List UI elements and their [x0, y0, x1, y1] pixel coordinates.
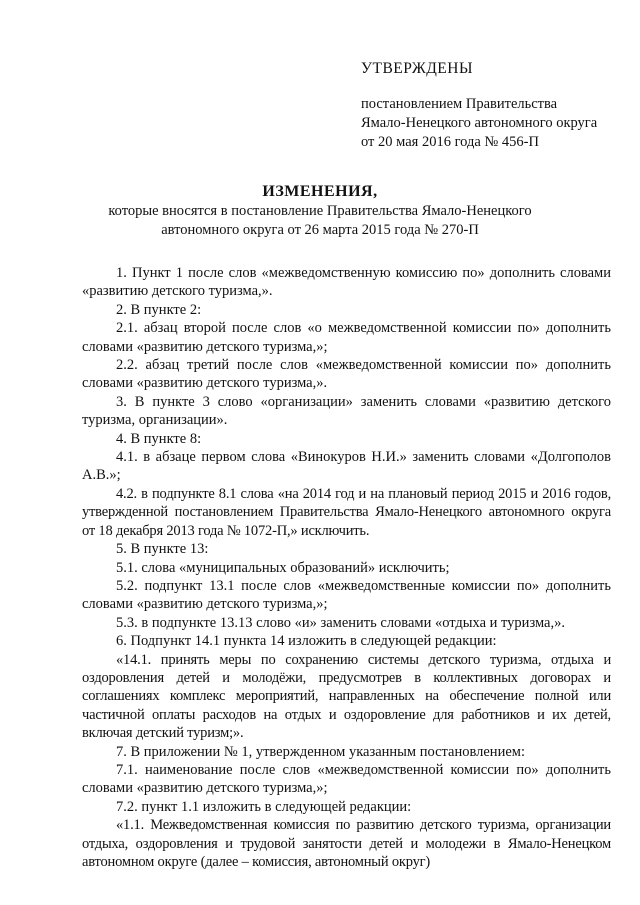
- paragraph-5: 5. В пункте 13:: [116, 541, 209, 558]
- paragraph-1-1-quote: «1.1. Межведомственная комиссия по развитию детского туризма, организации отдыха, оздоровления и трудовой занятости детей и молодежи в Ямало-Ненецком автономном округе (далее – комиссия, автономный округ): [82, 817, 611, 870]
- approval-stamp: [361, 60, 611, 152]
- paragraph-4: 4. В пункте 8:: [116, 430, 202, 447]
- paragraph-7-1: 7.1. наименование после слов «межведомственной комиссии по» дополнить словами «развитию детского туризма,»;: [82, 761, 611, 797]
- approval-line: постановлением Правительства: [361, 96, 558, 112]
- paragraph-5-1: 5.1. слова «муниципальных образований» исключить;: [116, 559, 450, 576]
- document-title: ИЗМЕНЕНИЯ,: [262, 183, 378, 200]
- paragraph-7: 7. В приложении № 1, утвержденном указанным постановлением:: [116, 743, 525, 760]
- paragraph-4-2: 4.2. в подпункте 8.1 слова «на 2014 год и на плановый период 2015 и 2016 годов, утвержденной постановлением Правительства Ямало-Ненецкого автономного округа от 18 декабря 2013 года № 1072-П,» исключить.: [82, 485, 611, 539]
- paragraph-3: 3. В пункте 3 слово «организации» заменить словами «развитию детского туризма, организации».: [82, 393, 611, 429]
- paragraph-2-1: 2.1. абзац второй после слов «о межведомственной комиссии по» дополнить словами «развитию детского туризма,»;: [82, 320, 611, 355]
- document-subtitle-line: автономного округа от 26 марта 2015 года № 270-П: [161, 222, 479, 238]
- paragraph-1: 1. Пункт 1 после слов «межведомственную комиссию по» дополнить словами «развитию детского туризма,».: [82, 265, 611, 300]
- document-body: [82, 264, 611, 871]
- paragraph-2-2: 2.2. абзац третий после слов «межведомственной комиссии по» дополнить словами «развитию детского туризма,».: [82, 357, 611, 392]
- paragraph-14-1-quote: «14.1. принять меры по сохранению системы детского туризма, отдыха и оздоровления детей и молодёжи, предусмотрев в коллективных договорах и соглашениях комплекс мероприятий, направленных на обеспечение полной или частичной оплаты расходов на отдых и оздоровление для работников и их детей, включая детский туризм;».: [82, 651, 611, 742]
- paragraph-2: 2. В пункте 2:: [116, 301, 202, 318]
- paragraph-7-2: 7.2. пункт 1.1 изложить в следующей редакции:: [116, 798, 412, 815]
- paragraph-5-3: 5.3. в подпункте 13.13 слово «и» заменить словами «отдыха и туризма,».: [116, 614, 565, 631]
- paragraph-4-1: 4.1. в абзаце первом слова «Винокуров Н.И.» заменить словами «Долгополов А.В.»;: [82, 449, 611, 484]
- paragraph-5-2: 5.2. подпункт 13.1 после слов «межведомственные комиссии по» дополнить словами «развитию детского туризма,»;: [82, 577, 611, 613]
- approval-line: от 20 мая 2016 года № 456-П: [361, 134, 539, 150]
- approval-line: Ямало-Ненецкого автономного округа: [361, 115, 598, 131]
- approval-title: УТВЕРЖДЕНЫ: [361, 60, 473, 77]
- paragraph-6: 6. Подпункт 14.1 пункта 14 изложить в следующей редакции:: [116, 633, 497, 650]
- document-subtitle-line: которые вносятся в постановление Правительства Ямало-Ненецкого: [108, 203, 532, 219]
- document-heading: [0, 182, 640, 240]
